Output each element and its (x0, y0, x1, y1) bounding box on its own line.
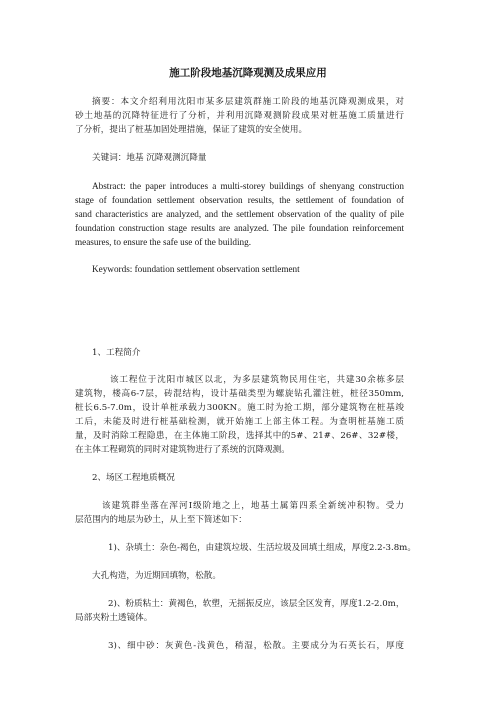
paragraph-line: 建筑物，楼高6-7层，砖混结构，设计基础类型为螺旋钻孔灌注桩，桩径350mm, (75, 389, 404, 399)
abstract-en-line: sand characteristics are analyzed, and the settlement observation of the quality of pile (75, 209, 404, 219)
abstract-cn-line: 了分析，提出了桩基加固处理措施，保证了建筑的安全使用。 (75, 125, 308, 135)
abstract-en-line: measures, to ensure the safe use of the building. (75, 237, 252, 247)
paragraph-line: 在主体工程砌筑的同时对建筑物进行了系统的沉降观测。 (75, 445, 290, 455)
abstract-en-line: stage of foundation settlement observation results, the settlement of foundation of (75, 195, 404, 205)
paragraph-line: 层范围内的地层为砂土，从上至下简述如下： (75, 515, 247, 525)
paragraph-line: 量，及时消除工程隐患，在主体施工阶段，选择其中的5#、21#、26#、32#楼， (75, 431, 404, 441)
abstract-en-line: Abstract: the paper introduces a multi-storey buildings of shenyang construction (92, 181, 404, 191)
paragraph-line: 大孔构造，为近期回填物，松散。 (92, 571, 221, 581)
section-heading: 2、场区工程地质概况 (92, 473, 175, 483)
abstract-cn-line: 砂土地基的沉降特征进行了分析，并利用沉降观测阶段成果对桩基施工质量进行 (75, 111, 404, 121)
keywords-cn: 关键词：地基 沉降观测沉降量 (92, 153, 207, 163)
paragraph-line: 1)、杂填土：杂色-褐色，由建筑垃圾、生活垃圾及回填土组成，厚度2.2-3.8m。 (108, 543, 416, 553)
abstract-en-line: foundation construction stage results are analyzed. The pile foundation reinforcement (75, 223, 404, 233)
paragraph-line: 该工程位于沈阳市城区以北，为多层建筑物民用住宅，共建30余栋多层 (110, 375, 404, 385)
paragraph-line: 桩长6.5-7.0m，设计单桩承载力300KN。施工时为抢工期，部分建筑物在桩基竣 (75, 403, 404, 413)
paragraph-line: 工后，未能及时进行桩基础检测，就开始施工上部主体工程。为查明桩基施工质 (75, 417, 404, 427)
section-heading: 1、工程简介 (92, 348, 141, 358)
keywords-en: Keywords: foundation settlement observation settlement (92, 264, 300, 274)
paragraph-line: 3)、细中砂：灰黄色-浅黄色，稍湿，松散。主要成分为石英长石，厚度 (108, 641, 404, 651)
paragraph-line: 2)、粉质粘土：黄褐色，软塑，无摇振反应，该层全区发育，厚度1.2-2.0m， (108, 599, 405, 609)
paragraph-line: 局部夹粉土透镜体。 (75, 613, 153, 623)
abstract-cn-line: 摘要：本文介绍利用沈阳市某多层建筑群施工阶段的地基沉降观测成果，对 (92, 97, 404, 107)
document-title: 施工阶段地基沉降观测及成果应用 (169, 67, 327, 79)
paragraph-line: 该建筑群坐落在浑河Ⅰ级阶地之上，地基土属第四系全新统冲积物。受力 (102, 501, 404, 511)
